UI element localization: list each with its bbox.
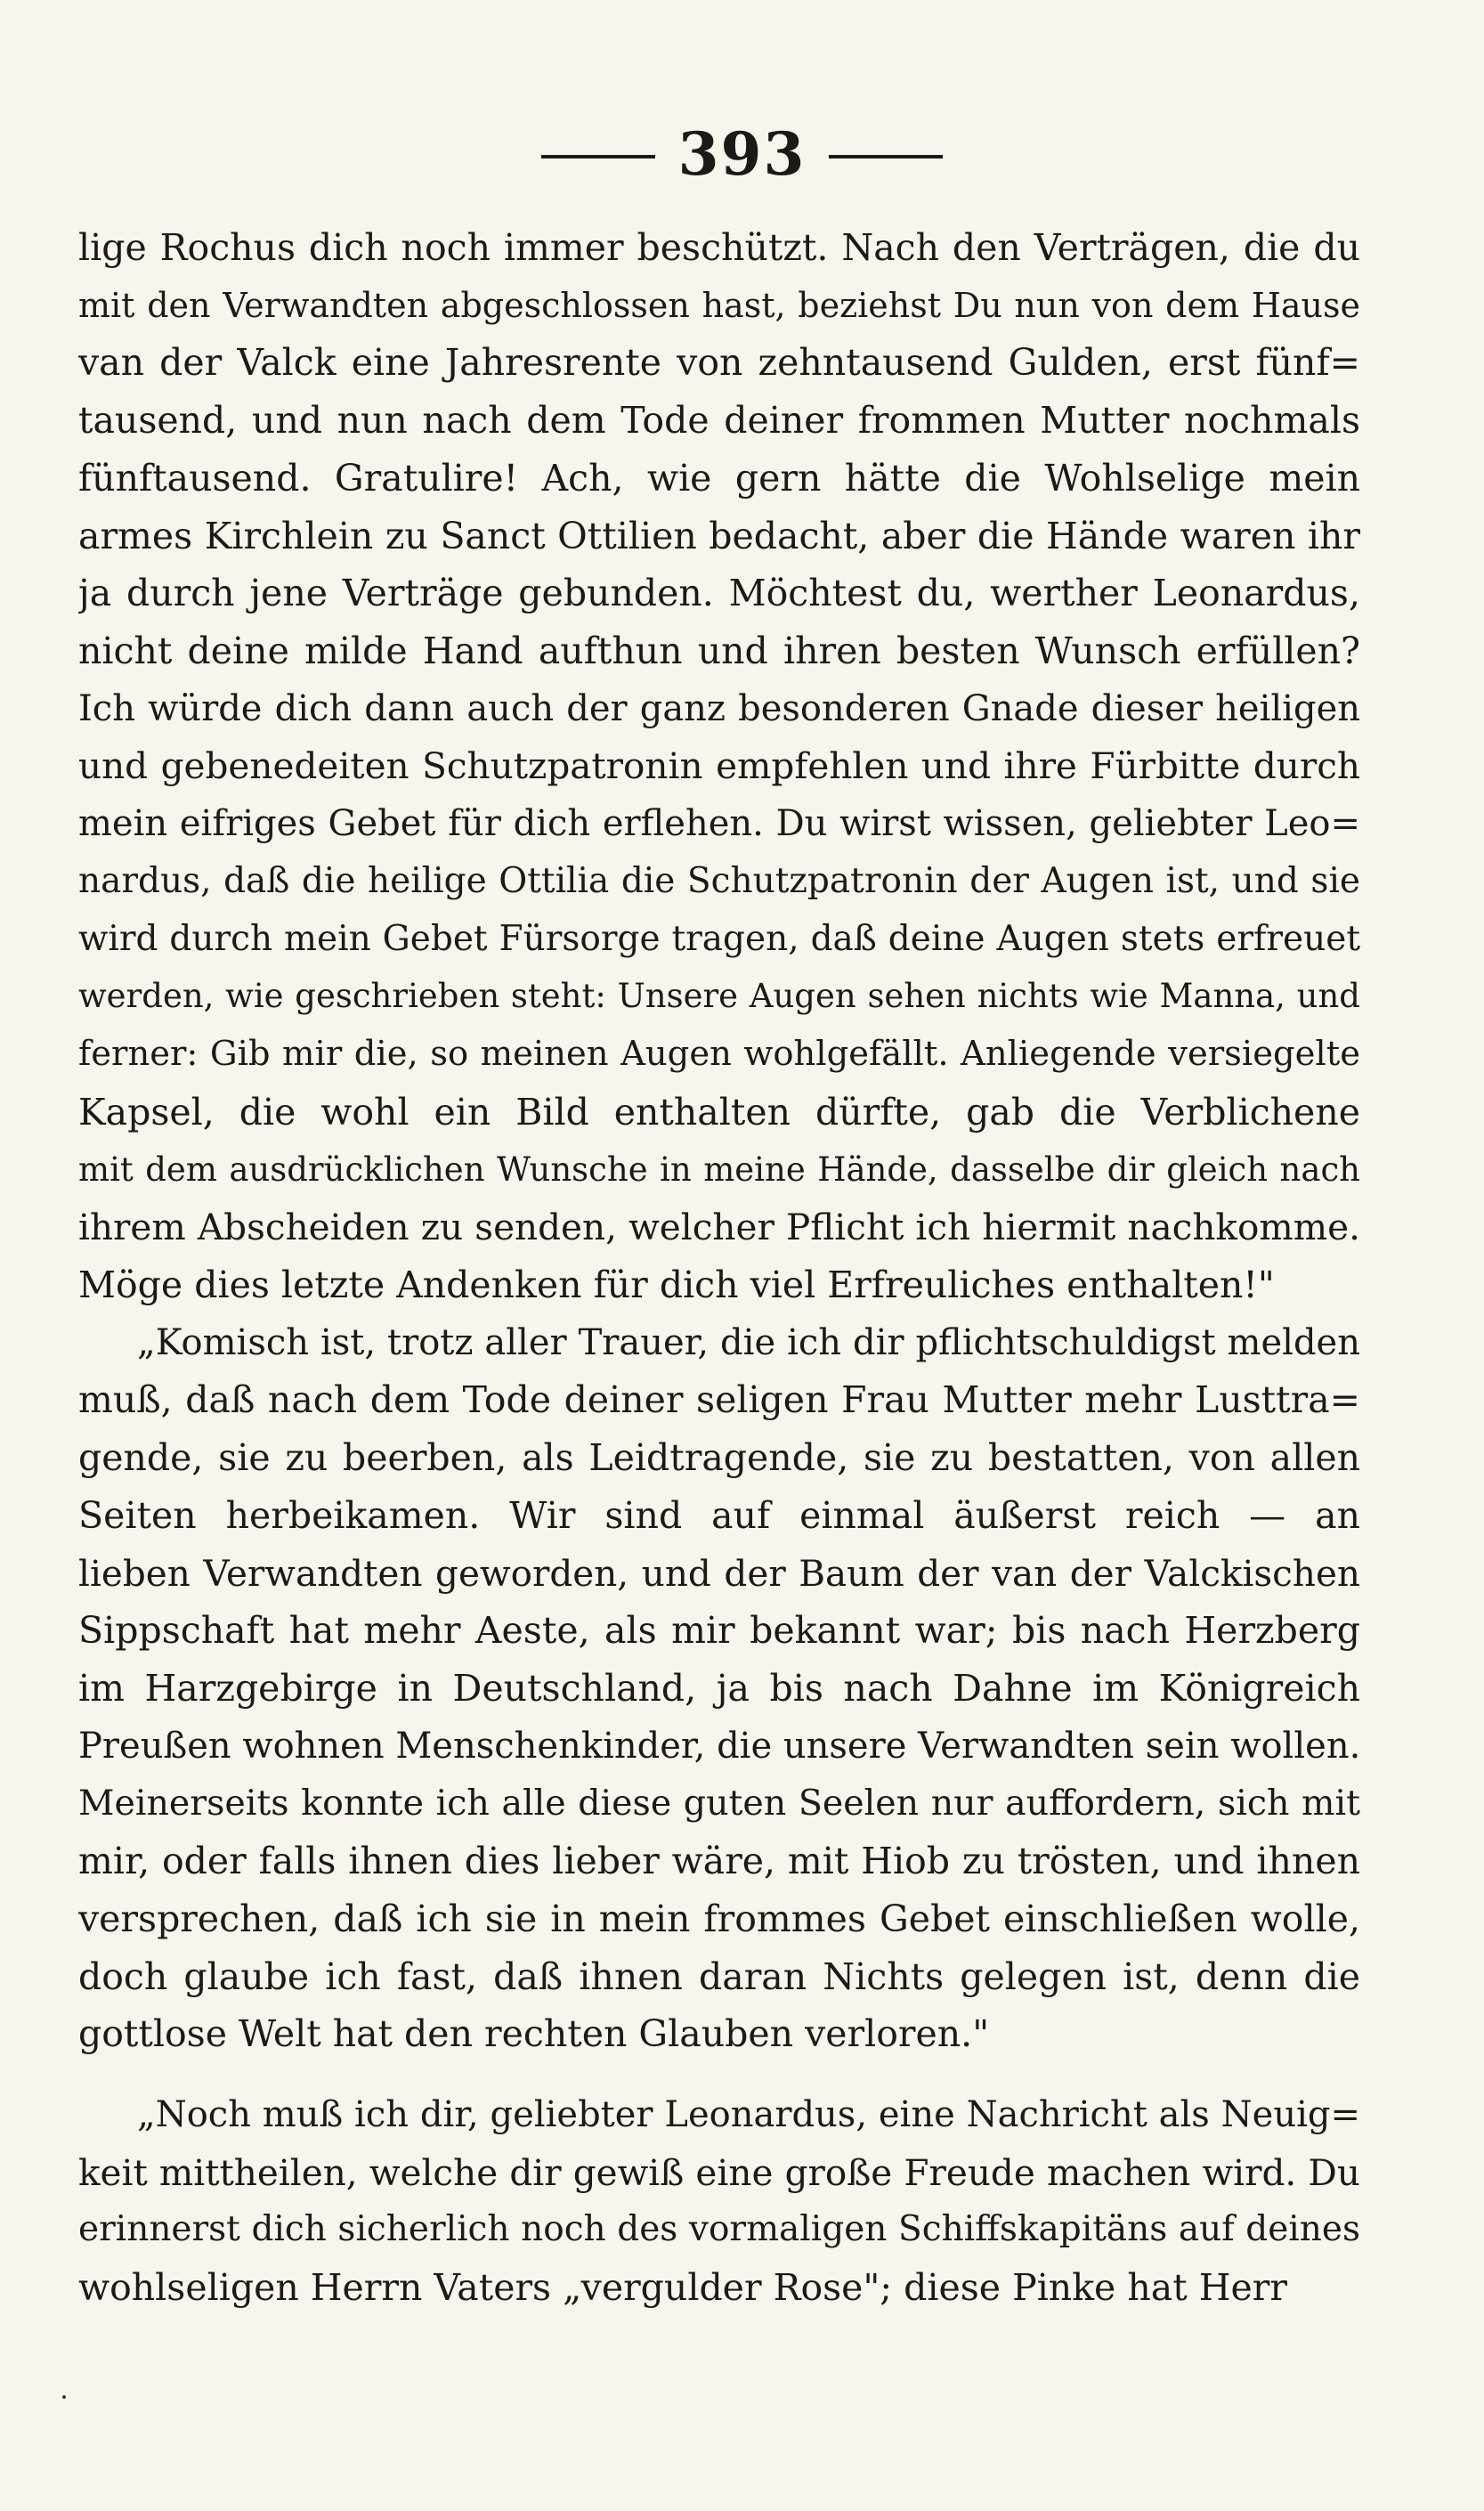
text-line: erinnerst dich sicherlich noch des vormaligen Schiffskapitäns auf deines bbox=[78, 2209, 1360, 2250]
text-line: gottlose Welt hat den rechten Glauben verloren." bbox=[78, 2012, 990, 2056]
text-line: ferner: Gib mir die, so meinen Augen wohlgefällt. Anliegende versiegelte bbox=[78, 1034, 1360, 1075]
text-line: und gebenedeiten Schutzpatronin empfehlen und ihre Fürbitte durch bbox=[78, 744, 1360, 788]
text-line: mein eifriges Gebet für dich erflehen. Du wirst wissen, geliebter Leo= bbox=[78, 803, 1360, 845]
paragraph bbox=[78, 219, 1360, 1314]
text-line: gende, sie zu beerben, als Leidtragende, sie zu bestatten, von allen bbox=[78, 1436, 1360, 1480]
text-line: van der Valck eine Jahresrente von zehntausend Gulden, erst fünf= bbox=[78, 341, 1360, 385]
print-speck bbox=[62, 2395, 66, 2399]
header-rule-right bbox=[829, 155, 943, 158]
text-line: fünftausend. Gratulire! Ach, wie gern hätte die Wohlselige mein bbox=[78, 456, 1360, 500]
text-line: wohlseligen Herrn Vaters „vergulder Rose"; diese Pinke hat Herr bbox=[78, 2266, 1287, 2310]
text-line: Möge dies letzte Andenken für dich viel Erfreuliches enthalten!" bbox=[78, 1263, 1275, 1306]
text-line: mir, oder falls ihnen dies lieber wäre, mit Hiob zu trösten, und ihnen bbox=[78, 1840, 1360, 1883]
body-text bbox=[78, 219, 1360, 2317]
text-line: Meinerseits konnte ich alle diese guten Seelen nur auffordern, sich mit bbox=[78, 1783, 1360, 1824]
text-line: nicht deine milde Hand aufthun und ihren besten Wunsch erfüllen? bbox=[78, 630, 1360, 673]
text-line: versprechen, daß ich sie in mein frommes Gebet einschließen wolle, bbox=[78, 1897, 1360, 1940]
text-line: armes Kirchlein zu Sanct Ottilien bedacht, aber die Hände waren ihr bbox=[78, 514, 1360, 557]
header-rule-left bbox=[541, 155, 655, 158]
text-line: mit den Verwandten abgeschlossen hast, beziehst Du nun von dem Hause bbox=[78, 285, 1360, 325]
text-line: ja durch jene Verträge gebunden. Möchtest du, werther Leonardus, bbox=[78, 572, 1360, 615]
text-line: im Harzgebirge in Deutschland, ja bis nach Dahne im Königreich bbox=[78, 1666, 1360, 1710]
text-line: tausend, und nun nach dem Tode deiner frommen Mutter nochmals bbox=[78, 399, 1360, 443]
text-line: keit mittheilen, welche dir gewiß eine große Freude machen wird. Du bbox=[78, 2150, 1360, 2194]
text-line: wird durch mein Gebet Fürsorge tragen, daß deine Augen stets erfreuet bbox=[78, 918, 1360, 959]
page-header bbox=[0, 114, 1484, 194]
page-number: 393 bbox=[677, 119, 807, 189]
text-line: ihrem Abscheiden zu senden, welcher Pflicht ich hiermit nachkomme. bbox=[78, 1206, 1360, 1249]
text-line: nardus, daß die heilige Ottilia die Schutzpatronin der Augen ist, und sie bbox=[78, 860, 1360, 901]
text-line: Kapsel, die wohl ein Bild enthalten dürfte, gab die Verblichene bbox=[78, 1090, 1360, 1134]
paragraph bbox=[78, 1314, 1360, 2063]
text-line: doch glaube ich fast, daß ihnen daran Nichts gelegen ist, denn die bbox=[78, 1954, 1360, 1998]
text-line: „Komisch ist, trotz aller Trauer, die ich dir pflichtschuldigst melden bbox=[137, 1321, 1360, 1363]
text-line: „Noch muß ich dir, geliebter Leonardus, eine Nachricht als Neuig= bbox=[137, 2094, 1360, 2135]
text-line: lige Rochus dich noch immer beschützt. Nach den Verträgen, die du bbox=[78, 226, 1360, 269]
paragraph-gap bbox=[78, 2063, 1360, 2086]
text-line: Seiten herbeikamen. Wir sind auf einmal äußerst reich — an bbox=[78, 1493, 1360, 1537]
text-line: Ich würde dich dann auch der ganz besonderen Gnade dieser heiligen bbox=[78, 687, 1360, 729]
text-line: werden, wie geschrieben steht: Unsere Augen sehen nichts wie Manna, und bbox=[78, 977, 1360, 1016]
text-line: mit dem ausdrücklichen Wunsche in meine Hände, dasselbe dir gleich nach bbox=[78, 1150, 1360, 1189]
text-line: lieben Verwandten geworden, und der Baum der van der Valckischen bbox=[78, 1551, 1360, 1595]
text-line: Sippschaft hat mehr Aeste, als mir bekannt war; bis nach Herzberg bbox=[78, 1609, 1360, 1653]
paragraph bbox=[78, 2086, 1360, 2317]
text-line: Preußen wohnen Menschenkinder, die unsere Verwandten sein wollen. bbox=[78, 1725, 1360, 1767]
text-line: muß, daß nach dem Tode deiner seligen Frau Mutter mehr Lusttra= bbox=[78, 1378, 1360, 1422]
